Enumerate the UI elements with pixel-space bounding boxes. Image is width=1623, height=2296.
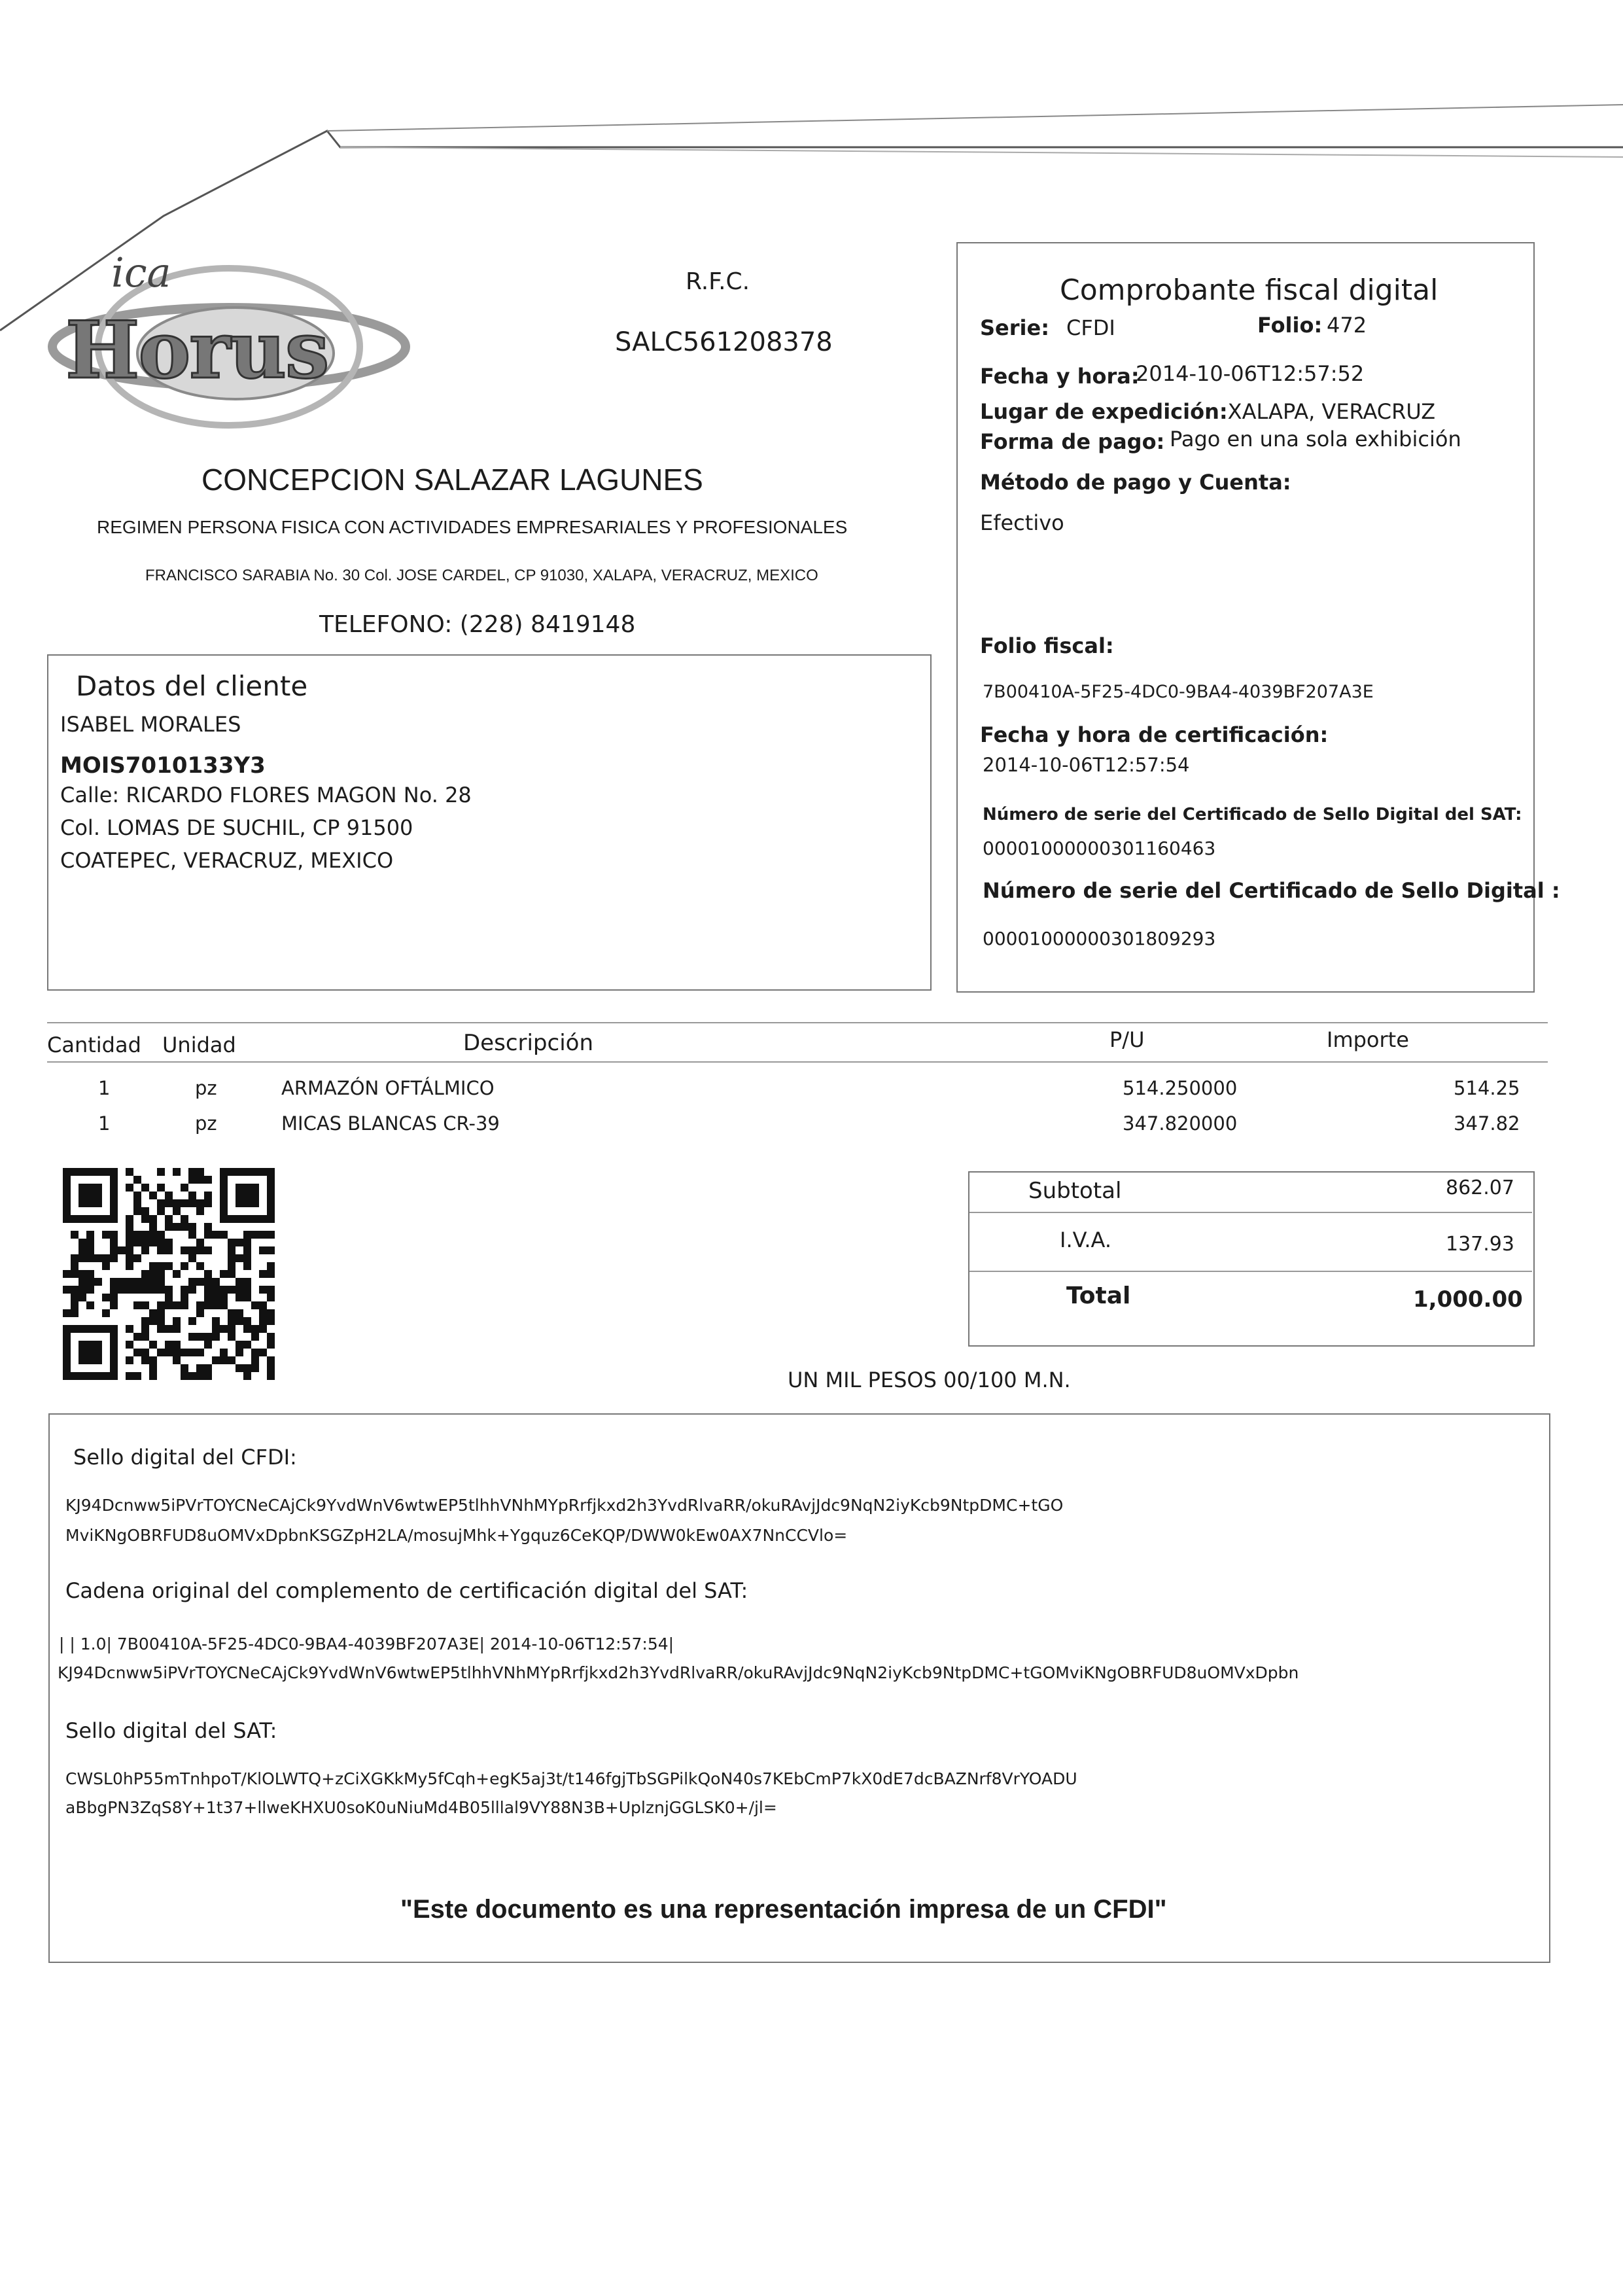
fecha-value: 2014-10-06T12:57:52 [1136, 361, 1365, 386]
serie-emisor-label: Número de serie del Certificado de Sello Digital : [983, 878, 1560, 903]
sello-cfdi-label: Sello digital del CFDI: [73, 1445, 297, 1470]
header-pu: P/U [1109, 1027, 1145, 1052]
fecha-label: Fecha y hora: [980, 364, 1140, 389]
client-rfc: MOIS7010133Y3 [60, 752, 266, 779]
client-title: Datos del cliente [76, 670, 308, 702]
client-city: COATEPEC, VERACRUZ, MEXICO [60, 848, 394, 873]
lugar-label: Lugar de expedición: [980, 399, 1228, 424]
sello-sat-line-1: CWSL0hP55mTnhpoT/KlOLWTQ+zCiXGKkMy5fCqh+egK5aj3t/t146fgjTbSGPilkQoN40s7KEbCmP7kX0dE7dcBAZNrf8VrYOADU [65, 1769, 1077, 1788]
issuer-regime: REGIMEN PERSONA FISICA CON ACTIVIDADES EMPRESARIALES Y PROFESIONALES [97, 517, 848, 537]
total-in-words: UN MIL PESOS 00/100 M.N. [788, 1368, 1071, 1392]
row-descripcion: MICAS BLANCAS CR-39 [281, 1112, 500, 1135]
metodo-value: Efectivo [980, 510, 1064, 535]
cfdi-disclaimer: "Este documento es una representación impresa de un CFDI" [400, 1895, 1167, 1924]
row-importe: 514.25 [1454, 1077, 1520, 1099]
table-top-rule [47, 1022, 1548, 1023]
table-row [0, 1077, 1623, 1107]
metodo-label: Método de pago y Cuenta: [980, 470, 1291, 495]
rfc-label: R.F.C. [686, 268, 750, 295]
row-descripcion: ARMAZÓN OFTÁLMICO [281, 1077, 495, 1099]
folio-fiscal-value: 7B00410A-5F25-4DC0-9BA4-4039BF207A3E [983, 682, 1374, 702]
row-importe: 347.82 [1454, 1112, 1520, 1135]
iva-value: 137.93 [1446, 1233, 1514, 1256]
serie-emisor-value: 00001000000301809293 [983, 928, 1216, 949]
forma-value: Pago en una sola exhibición [1170, 427, 1461, 451]
table-header-rule [47, 1061, 1548, 1063]
sello-cfdi-line-1: KJ94Dcnww5iPVrTOYCNeCAjCk9YvdWnV6wtwEP5tlhhVNhMYpRrfjkxd2h3YvdRlvaRR/okuRAvjJdc9NqN2iyKcb9NtpDMC+tGO [65, 1496, 1064, 1515]
logo-main-text: Horus [65, 304, 328, 397]
header-unidad: Unidad [162, 1033, 236, 1057]
cadena-label: Cadena original del complemento de certificación digital del SAT: [65, 1578, 748, 1603]
cfd-title: Comprobante fiscal digital [1060, 274, 1439, 307]
row-cantidad: 1 [98, 1077, 111, 1099]
serie-sat-label: Número de serie del Certificado de Sello Digital del SAT: [983, 805, 1522, 824]
folio-label: Folio: [1257, 313, 1323, 338]
cadena-line-1: | | 1.0| 7B00410A-5F25-4DC0-9BA4-4039BF207A3E| 2014-10-06T12:57:54| [59, 1634, 674, 1653]
qr-code [63, 1168, 275, 1380]
header-importe: Importe [1327, 1027, 1409, 1052]
client-name: ISABEL MORALES [60, 712, 241, 737]
row-unidad: pz [195, 1077, 217, 1099]
issuer-rfc: SALC561208378 [615, 327, 833, 357]
header-cantidad: Cantidad [47, 1033, 141, 1057]
iva-label: I.V.A. [1060, 1227, 1112, 1252]
sello-sat-line-2: aBbgPN3ZqS8Y+1t37+llweKHXU0soK0uNiuMd4B05lllal9VY88N3B+UplznjGGLSK0+/jl= [65, 1798, 777, 1817]
total-value: 1,000.00 [1413, 1286, 1523, 1313]
subtotal-rule [969, 1212, 1532, 1213]
row-unidad: pz [195, 1112, 217, 1135]
client-colony: Col. LOMAS DE SUCHIL, CP 91500 [60, 815, 413, 840]
forma-label: Forma de pago: [980, 429, 1165, 454]
logo-top-text: ica [111, 249, 171, 296]
serie-value: CFDI [1066, 315, 1115, 340]
fecha-cert-label: Fecha y hora de certificación: [980, 722, 1329, 747]
header-descripcion: Descripción [463, 1030, 594, 1056]
serie-sat-value: 00001000000301160463 [983, 838, 1216, 859]
table-row [0, 1112, 1623, 1142]
issuer-phone: TELEFONO: (228) 8419148 [319, 611, 636, 638]
subtotal-label: Subtotal [1028, 1178, 1122, 1204]
iva-rule [969, 1271, 1532, 1272]
row-pu: 347.820000 [1123, 1112, 1238, 1135]
fecha-cert-value: 2014-10-06T12:57:54 [983, 754, 1190, 776]
serie-label: Serie: [980, 315, 1049, 340]
lugar-line [980, 399, 1435, 424]
sello-sat-label: Sello digital del SAT: [65, 1718, 277, 1743]
row-cantidad: 1 [98, 1112, 111, 1135]
lugar-value: XALAPA, VERACRUZ [1227, 399, 1436, 424]
issuer-address: FRANCISCO SARABIA No. 30 Col. JOSE CARDEL, CP 91030, XALAPA, VERACRUZ, MEXICO [145, 567, 818, 584]
issuer-name: CONCEPCION SALAZAR LAGUNES [201, 463, 703, 497]
client-street: Calle: RICARDO FLORES MAGON No. 28 [60, 783, 472, 807]
folio-fiscal-label: Folio fiscal: [980, 633, 1114, 658]
total-label: Total [1066, 1282, 1131, 1309]
cadena-line-2: KJ94Dcnww5iPVrTOYCNeCAjCk9YvdWnV6wtwEP5tlhhVNhMYpRrfjkxd2h3YvdRlvaRR/okuRAvjJdc9NqN2iyKcb9NtpDMC+tGOMviKNgOBRFUD8uOMVxDpbn [58, 1663, 1299, 1682]
company-logo [39, 249, 419, 458]
folio-value: 472 [1327, 313, 1367, 338]
subtotal-value: 862.07 [1446, 1176, 1514, 1199]
row-pu: 514.250000 [1123, 1077, 1238, 1099]
sello-cfdi-line-2: MviKNgOBRFUD8uOMVxDpbnKSGZpH2LA/mosujMhk+Ygquz6CeKQP/DWW0kEw0AX7NnCCVlo= [65, 1526, 848, 1545]
